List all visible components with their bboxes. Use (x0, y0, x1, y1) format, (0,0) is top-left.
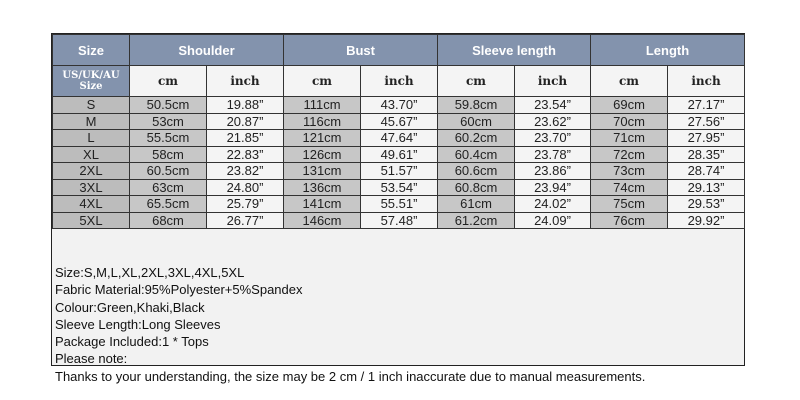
cm-value-cell: 68cm (130, 212, 207, 229)
inch-value-cell: 26.77” (207, 212, 284, 229)
inch-value-cell: 51.57” (361, 163, 438, 180)
inch-value-cell: 29.13” (668, 179, 745, 196)
unit-inch: inch (361, 66, 438, 97)
size-cell: 3XL (53, 179, 130, 196)
product-notes (55, 264, 645, 385)
unit-inch: inch (207, 66, 284, 97)
cm-value-cell: 126cm (284, 146, 361, 163)
cm-value-cell: 50.5cm (130, 97, 207, 114)
cm-value-cell: 71cm (591, 130, 668, 147)
note-colour: Colour:Green,Khaki,Black (55, 299, 205, 315)
unit-cm: cm (284, 66, 361, 97)
cm-value-cell: 131cm (284, 163, 361, 180)
inch-value-cell: 28.74” (668, 163, 745, 180)
size-cell: S (53, 97, 130, 114)
inch-value-cell: 23.70” (515, 130, 591, 147)
size-cell: 2XL (53, 163, 130, 180)
table-row (53, 163, 745, 180)
inch-value-cell: 24.09” (515, 212, 591, 229)
inch-value-cell: 27.95” (668, 130, 745, 147)
note-sizes: Size:S,M,L,XL,2XL,3XL,4XL,5XL (55, 265, 245, 280)
cm-value-cell: 63cm (130, 179, 207, 196)
note-package: Package Included:1 * Tops (55, 334, 209, 350)
inch-value-cell: 29.53” (668, 196, 745, 213)
inch-value-cell: 21.85” (207, 130, 284, 147)
inch-value-cell: 55.51” (361, 196, 438, 213)
inch-value-cell: 57.48” (361, 212, 438, 229)
cm-value-cell: 136cm (284, 179, 361, 196)
cm-value-cell: 60.6cm (438, 163, 515, 180)
note-please-note: Please note: (55, 351, 128, 367)
inch-value-cell: 27.17” (668, 97, 745, 114)
cm-value-cell: 141cm (284, 196, 361, 213)
unit-cm: cm (130, 66, 207, 97)
inch-value-cell: 23.82” (207, 163, 284, 180)
cm-value-cell: 73cm (591, 163, 668, 180)
size-unit-header (53, 66, 130, 97)
table-row (53, 97, 745, 114)
size-header: Size (53, 35, 130, 66)
inch-value-cell: 23.94” (515, 179, 591, 196)
cm-value-cell: 59.8cm (438, 97, 515, 114)
inch-value-cell: 47.64” (361, 130, 438, 147)
cm-value-cell: 55.5cm (130, 130, 207, 147)
inch-value-cell: 27.56” (668, 113, 745, 130)
cm-value-cell: 116cm (284, 113, 361, 130)
inch-value-cell: 23.54” (515, 97, 591, 114)
inch-value-cell: 43.70” (361, 97, 438, 114)
inch-value-cell: 22.83” (207, 146, 284, 163)
sleeve-length-header: Sleeve length (438, 35, 591, 66)
cm-value-cell: 61cm (438, 196, 515, 213)
table-row (53, 212, 745, 229)
cm-value-cell: 60.2cm (438, 130, 515, 147)
cm-value-cell: 74cm (591, 179, 668, 196)
cm-value-cell: 60.8cm (438, 179, 515, 196)
cm-value-cell: 111cm (284, 97, 361, 114)
inch-value-cell: 25.79” (207, 196, 284, 213)
unit-cm: cm (591, 66, 668, 97)
inch-value-cell: 19.88” (207, 97, 284, 114)
note-fabric: Fabric Material:95%Polyester+5%Spandex (55, 282, 303, 298)
cm-value-cell: 60.4cm (438, 146, 515, 163)
unit-cm: cm (438, 66, 515, 97)
inch-value-cell: 29.92” (668, 212, 745, 229)
note-disclaimer: Thanks to your understanding, the size may be 2 cm / 1 inch inaccurate due to manual measurements. (55, 368, 646, 384)
cm-value-cell: 58cm (130, 146, 207, 163)
cm-value-cell: 72cm (591, 146, 668, 163)
bust-header: Bust (284, 35, 438, 66)
note-sleeve: Sleeve Length:Long Sleeves (55, 316, 221, 332)
cm-value-cell: 60.5cm (130, 163, 207, 180)
cm-value-cell: 146cm (284, 212, 361, 229)
table-row (53, 113, 745, 130)
cm-value-cell: 70cm (591, 113, 668, 130)
unit-inch: inch (668, 66, 745, 97)
size-cell: XL (53, 146, 130, 163)
size-cell: M (53, 113, 130, 130)
size-cell: L (53, 130, 130, 147)
size-cell: 5XL (53, 212, 130, 229)
inch-value-cell: 23.78” (515, 146, 591, 163)
table-row (53, 130, 745, 147)
cm-value-cell: 121cm (284, 130, 361, 147)
unit-row (53, 66, 745, 97)
cm-value-cell: 76cm (591, 212, 668, 229)
inch-value-cell: 23.86” (515, 163, 591, 180)
size-unit-line1: US/UK/AU (62, 70, 120, 81)
cm-value-cell: 60cm (438, 113, 515, 130)
cm-value-cell: 69cm (591, 97, 668, 114)
length-header: Length (591, 35, 745, 66)
inch-value-cell: 24.80” (207, 179, 284, 196)
inch-value-cell: 24.02” (515, 196, 591, 213)
inch-value-cell: 20.87” (207, 113, 284, 130)
size-chart (51, 33, 745, 384)
size-unit-line2: Size (79, 81, 103, 92)
table-row (53, 179, 745, 196)
inch-value-cell: 28.35” (668, 146, 745, 163)
cm-value-cell: 61.2cm (438, 212, 515, 229)
shoulder-header: Shoulder (130, 35, 284, 66)
inch-value-cell: 23.62” (515, 113, 591, 130)
cm-value-cell: 65.5cm (130, 196, 207, 213)
inch-value-cell: 49.61” (361, 146, 438, 163)
size-cell: 4XL (53, 196, 130, 213)
inch-value-cell: 45.67” (361, 113, 438, 130)
table-row (53, 146, 745, 163)
table-row (53, 196, 745, 213)
size-table (52, 34, 745, 229)
cm-value-cell: 53cm (130, 113, 207, 130)
inch-value-cell: 53.54” (361, 179, 438, 196)
cm-value-cell: 75cm (591, 196, 668, 213)
unit-inch: inch (515, 66, 591, 97)
header-row (53, 35, 745, 66)
